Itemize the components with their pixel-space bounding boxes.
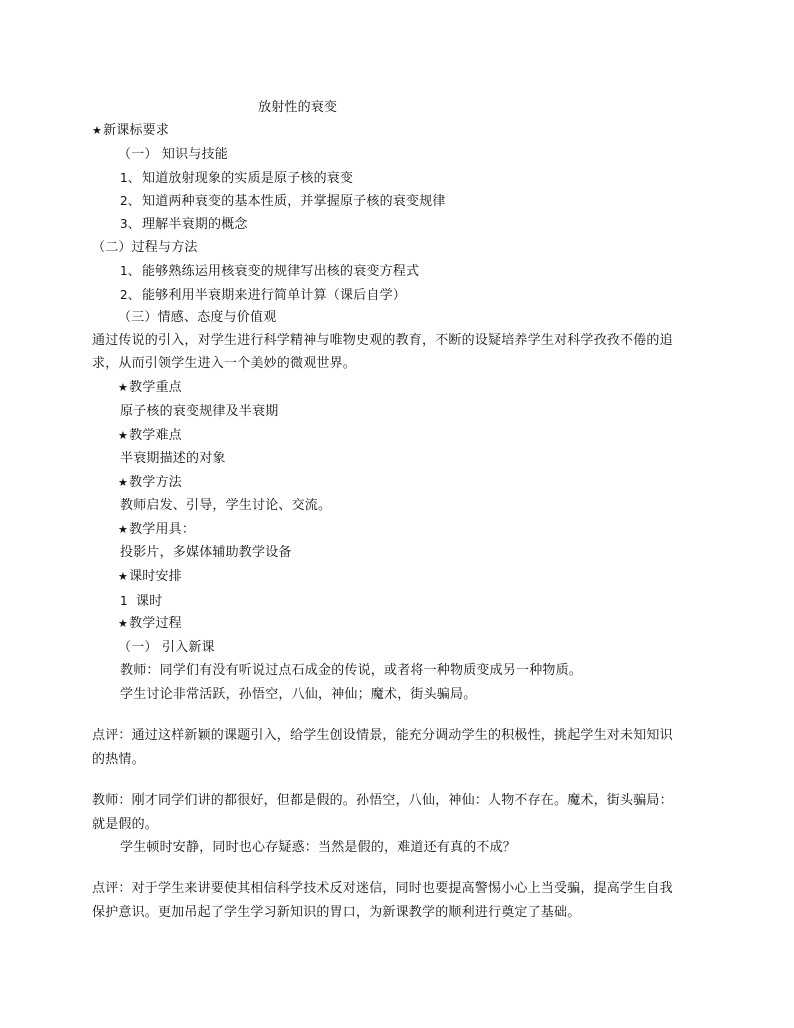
values-paragraph-line: 求，从而引领学生进入一个美妙的微观世界。	[92, 356, 357, 371]
teacher-paragraph-line: 就是假的。	[92, 817, 159, 832]
new-standard-heading-text: 新课标要求	[103, 123, 170, 138]
process-heading: （二）过程与方法	[92, 240, 198, 255]
list-text: 知道放射现象的实质是原子核的衰变	[142, 171, 354, 186]
list-number: 2、	[120, 288, 141, 302]
process-item	[120, 263, 419, 280]
difficulty-heading-text: 教学难点	[129, 428, 182, 443]
knowledge-item	[120, 193, 446, 210]
page-title: 放射性的衰变	[258, 100, 338, 115]
schedule-number: 1	[120, 594, 128, 608]
teacher-paragraph: 教师：同学们有没有听说过点石成金的传说，或者将一种物质变成另一种物质。	[120, 663, 583, 678]
knowledge-heading: （一） 知识与技能	[118, 147, 228, 162]
student-paragraph: 学生顿时安静，同时也心存疑惑：当然是假的，难道还有真的不成？	[120, 840, 517, 855]
student-paragraph: 学生讨论非常活跃，孙悟空，八仙，神仙；魔术，街头骗局。	[120, 687, 477, 702]
key-points-heading-text: 教学重点	[129, 380, 182, 395]
comment-paragraph-line: 点评：对于学生来讲要使其相信科学技术反对迷信，同时也要提高警惕小心上当受骗，提高学生自我	[92, 881, 673, 896]
difficulty-text: 半衰期描述的对象	[120, 451, 226, 466]
teacher-paragraph-line: 教师：刚才同学们讲的都很好，但都是假的。孙悟空，八仙，神仙：人物不存在。魔术，街头骗局：	[92, 793, 673, 808]
list-number: 3、	[120, 217, 141, 231]
knowledge-item	[120, 216, 248, 233]
schedule-text	[120, 593, 162, 610]
tools-heading	[118, 522, 195, 538]
comment-paragraph-line: 保护意识。更加吊起了学生学习新知识的胃口，为新课教学的顺利进行奠定了基础。	[92, 905, 581, 920]
list-text: 能够利用半衰期来进行简单计算（课后自学）	[142, 288, 407, 303]
key-points-text: 原子核的衰变规律及半衰期	[120, 404, 279, 419]
key-points-heading	[118, 380, 182, 396]
list-text: 知道两种衰变的基本性质，并掌握原子核的衰变规律	[142, 194, 446, 209]
schedule-heading	[118, 569, 182, 585]
method-text: 教师启发、引导，学生讨论、交流。	[120, 498, 332, 513]
tools-text: 投影片，多媒体辅助教学设备	[120, 545, 292, 560]
knowledge-item	[120, 170, 353, 187]
new-standard-heading	[92, 123, 169, 139]
list-number: 2、	[120, 194, 141, 208]
values-heading: （三）情感、态度与价值观	[118, 310, 277, 325]
tools-heading-text: 教学用具：	[129, 522, 196, 537]
intro-heading: （一） 引入新课	[118, 640, 215, 655]
list-text: 理解半衰期的概念	[142, 217, 248, 232]
list-number: 1、	[120, 171, 141, 185]
teaching-process-heading-text: 教学过程	[129, 616, 182, 631]
list-number: 1、	[120, 264, 141, 278]
method-heading	[118, 475, 182, 491]
schedule-heading-text: 课时安排	[129, 569, 182, 584]
schedule-unit: 课时	[136, 594, 163, 609]
method-heading-text: 教学方法	[129, 475, 182, 490]
list-text: 能够熟练运用核衰变的规律写出核的衰变方程式	[142, 264, 420, 279]
comment-paragraph-line: 的热情。	[92, 752, 145, 767]
difficulty-heading	[118, 428, 182, 444]
process-item	[120, 287, 406, 304]
comment-paragraph-line: 点评：通过这样新颖的课题引入，给学生创设情景，能充分调动学生的积极性，挑起学生对未知知识	[92, 728, 673, 743]
values-paragraph-line: 通过传说的引入，对学生进行科学精神与唯物史观的教育，不断的设疑培养学生对科学孜孜不倦的追	[92, 333, 673, 348]
teaching-process-heading	[118, 616, 182, 632]
